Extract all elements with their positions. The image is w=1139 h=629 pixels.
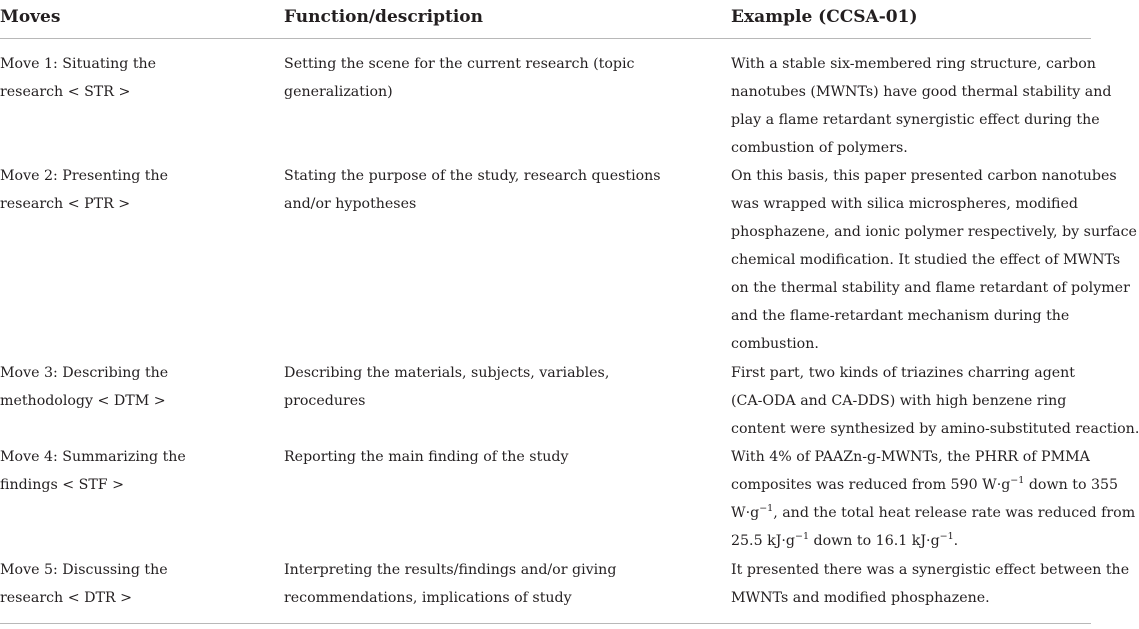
row-3-function: Describing the materials, subjects, variables, procedures	[284, 365, 610, 409]
row-1-move: Move 1: Situating the research < STR >	[0, 56, 157, 100]
header-function: Function/description	[284, 7, 483, 27]
table-bottom-rule	[0, 623, 1091, 624]
row-2-example: On this basis, this paper presented carbon nanotubes was wrapped with silica microspheres, modified phosphazene, and ionic polymer respectively, by surface chemical modification. It studied the effect of MWNTs on the thermal stability and flame retardant of polymer and the flame-retardant mechanism during the combustion.	[731, 168, 1137, 352]
row-2-move: Move 2: Presenting the research < PTR >	[0, 168, 169, 212]
header-example: Example (CCSA-01)	[731, 7, 918, 27]
row-5-function: Interpreting the results/findings and/or giving recommendations, implications of study	[284, 562, 617, 606]
header-moves: Moves	[0, 7, 61, 27]
row-2-function: Stating the purpose of the study, research questions and/or hypotheses	[284, 168, 661, 212]
row-5-example: It presented there was a synergistic effect between the MWNTs and modified phosphazene.	[731, 562, 1130, 606]
header-rule	[0, 38, 1091, 39]
row-3-example: First part, two kinds of triazines charring agent (CA-ODA and CA-DDS) with high benzene ring content were synthesized by amino-substituted reaction.	[731, 365, 1139, 437]
row-1-example: With a stable six-membered ring structure, carbon nanotubes (MWNTs) have good thermal stability and play a flame retardant synergistic effect during the combustion of polymers.	[731, 56, 1112, 156]
row-4-function: Reporting the main finding of the study	[284, 449, 569, 465]
table-header-row	[0, 0, 1091, 38]
row-4-example: With 4% of PAAZn-g-MWNTs, the PHRR of PMMA composites was reduced from 590 $W\cdot g^{-1}$ down to 355 $W\cdot g^{-1}$, and the total heat release rate was reduced from 25.5 $kJ\cdot g^{-1}$ down to 16.1 $kJ\cdot g^{-1}$.	[731, 449, 1136, 549]
row-3-move: Move 3: Describing the methodology < DTM >	[0, 365, 169, 409]
row-4-move: Move 4: Summarizing the findings < STF >	[0, 449, 186, 493]
row-1-function: Setting the scene for the current research (topic generalization)	[284, 56, 635, 100]
row-5-move: Move 5: Discussing the research < DTR >	[0, 562, 168, 606]
